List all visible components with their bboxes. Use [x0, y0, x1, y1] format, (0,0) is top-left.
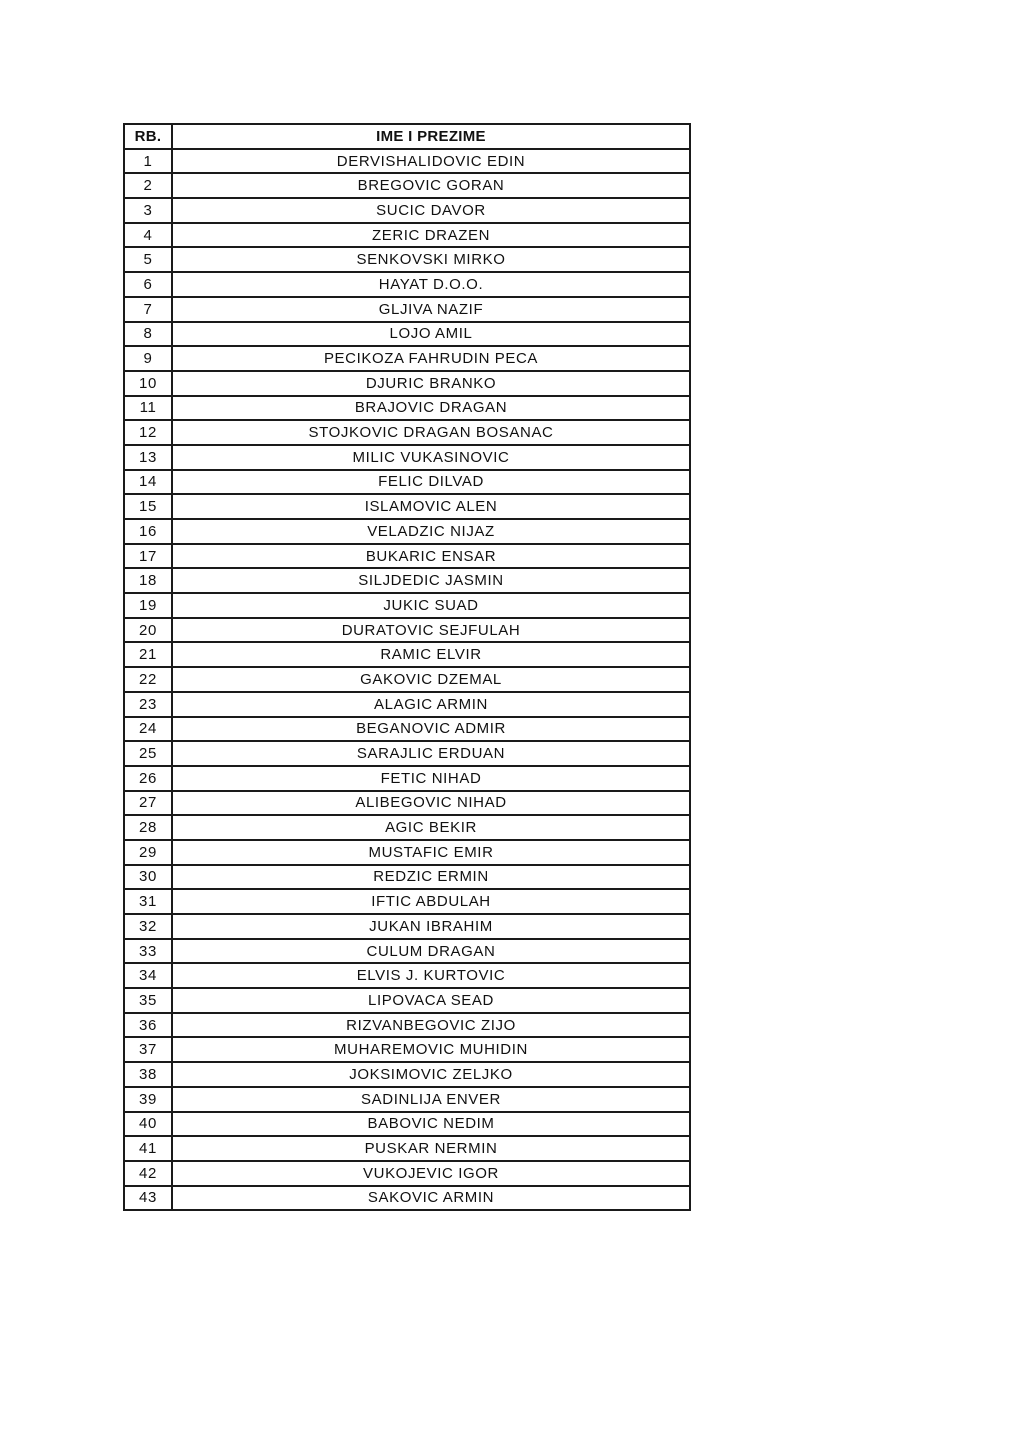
row-name: DURATOVIC SEJFULAH	[172, 618, 690, 643]
row-number: 32	[124, 914, 172, 939]
row-number: 40	[124, 1112, 172, 1137]
row-name: SENKOVSKI MIRKO	[172, 247, 690, 272]
row-number: 35	[124, 988, 172, 1013]
row-number: 29	[124, 840, 172, 865]
row-name: JUKAN IBRAHIM	[172, 914, 690, 939]
row-name: SILJDEDIC JASMIN	[172, 568, 690, 593]
row-number: 39	[124, 1087, 172, 1112]
table-row	[124, 322, 690, 347]
row-name: DERVISHALIDOVIC EDIN	[172, 149, 690, 174]
table-row	[124, 470, 690, 495]
row-number: 33	[124, 939, 172, 964]
header-name: IME I PREZIME	[172, 124, 690, 149]
table-row	[124, 865, 690, 890]
row-name: BREGOVIC GORAN	[172, 173, 690, 198]
table-row	[124, 717, 690, 742]
row-name: HAYAT D.O.O.	[172, 272, 690, 297]
row-number: 25	[124, 741, 172, 766]
table-row	[124, 939, 690, 964]
row-name: MILIC VUKASINOVIC	[172, 445, 690, 470]
table-row	[124, 815, 690, 840]
row-name: REDZIC ERMIN	[172, 865, 690, 890]
row-name: VELADZIC NIJAZ	[172, 519, 690, 544]
row-number: 10	[124, 371, 172, 396]
table-row	[124, 223, 690, 248]
table-header-row	[124, 124, 690, 149]
row-number: 26	[124, 766, 172, 791]
row-number: 24	[124, 717, 172, 742]
table-row	[124, 914, 690, 939]
row-number: 11	[124, 396, 172, 421]
table-row	[124, 198, 690, 223]
table-row	[124, 642, 690, 667]
row-number: 8	[124, 322, 172, 347]
table-row	[124, 544, 690, 569]
row-number: 14	[124, 470, 172, 495]
table-row	[124, 1037, 690, 1062]
row-name: ZERIC DRAZEN	[172, 223, 690, 248]
row-name: BRAJOVIC DRAGAN	[172, 396, 690, 421]
row-number: 5	[124, 247, 172, 272]
table-row	[124, 1186, 690, 1211]
row-name: BUKARIC ENSAR	[172, 544, 690, 569]
table-row	[124, 149, 690, 174]
table-row	[124, 741, 690, 766]
row-number: 31	[124, 889, 172, 914]
table-row	[124, 593, 690, 618]
row-name: VUKOJEVIC IGOR	[172, 1161, 690, 1186]
row-number: 36	[124, 1013, 172, 1038]
table-row	[124, 1087, 690, 1112]
row-number: 13	[124, 445, 172, 470]
table-row	[124, 420, 690, 445]
row-name: CULUM DRAGAN	[172, 939, 690, 964]
row-name: JUKIC SUAD	[172, 593, 690, 618]
row-name: FETIC NIHAD	[172, 766, 690, 791]
table-row	[124, 519, 690, 544]
table-row	[124, 889, 690, 914]
row-number: 15	[124, 494, 172, 519]
row-number: 37	[124, 1037, 172, 1062]
table-row	[124, 988, 690, 1013]
row-number: 4	[124, 223, 172, 248]
row-number: 34	[124, 963, 172, 988]
table-row	[124, 791, 690, 816]
row-name: SARAJLIC ERDUAN	[172, 741, 690, 766]
table-row	[124, 963, 690, 988]
row-name: BABOVIC NEDIM	[172, 1112, 690, 1137]
name-list-table	[123, 123, 691, 1211]
table-row	[124, 1161, 690, 1186]
row-name: AGIC BEKIR	[172, 815, 690, 840]
row-number: 9	[124, 346, 172, 371]
row-number: 19	[124, 593, 172, 618]
table-row	[124, 297, 690, 322]
table-row	[124, 272, 690, 297]
table-row	[124, 1112, 690, 1137]
row-number: 1	[124, 149, 172, 174]
document-page	[123, 123, 689, 1211]
row-number: 18	[124, 568, 172, 593]
row-name: RIZVANBEGOVIC ZIJO	[172, 1013, 690, 1038]
row-name: JOKSIMOVIC ZELJKO	[172, 1062, 690, 1087]
row-number: 30	[124, 865, 172, 890]
row-name: ELVIS J. KURTOVIC	[172, 963, 690, 988]
row-name: SAKOVIC ARMIN	[172, 1186, 690, 1211]
row-number: 21	[124, 642, 172, 667]
row-number: 16	[124, 519, 172, 544]
row-number: 42	[124, 1161, 172, 1186]
table-row	[124, 1013, 690, 1038]
row-number: 23	[124, 692, 172, 717]
row-number: 17	[124, 544, 172, 569]
row-number: 38	[124, 1062, 172, 1087]
table-row	[124, 494, 690, 519]
row-number: 12	[124, 420, 172, 445]
row-number: 2	[124, 173, 172, 198]
row-name: SADINLIJA ENVER	[172, 1087, 690, 1112]
row-number: 6	[124, 272, 172, 297]
row-name: IFTIC ABDULAH	[172, 889, 690, 914]
row-name: ALIBEGOVIC NIHAD	[172, 791, 690, 816]
table-row	[124, 1136, 690, 1161]
table-row	[124, 766, 690, 791]
row-name: ISLAMOVIC ALEN	[172, 494, 690, 519]
row-name: DJURIC BRANKO	[172, 371, 690, 396]
header-number: RB.	[124, 124, 172, 149]
row-name: RAMIC ELVIR	[172, 642, 690, 667]
row-name: FELIC DILVAD	[172, 470, 690, 495]
row-name: STOJKOVIC DRAGAN BOSANAC	[172, 420, 690, 445]
table-row	[124, 1062, 690, 1087]
table-row	[124, 692, 690, 717]
row-name: PUSKAR NERMIN	[172, 1136, 690, 1161]
table-row	[124, 568, 690, 593]
row-number: 20	[124, 618, 172, 643]
table-row	[124, 371, 690, 396]
table-row	[124, 445, 690, 470]
table-row	[124, 667, 690, 692]
row-number: 22	[124, 667, 172, 692]
table-row	[124, 618, 690, 643]
row-number: 41	[124, 1136, 172, 1161]
table-row	[124, 396, 690, 421]
row-number: 28	[124, 815, 172, 840]
row-name: BEGANOVIC ADMIR	[172, 717, 690, 742]
row-name: ALAGIC ARMIN	[172, 692, 690, 717]
row-name: PECIKOZA FAHRUDIN PECA	[172, 346, 690, 371]
row-number: 7	[124, 297, 172, 322]
table-row	[124, 247, 690, 272]
row-name: LIPOVACA SEAD	[172, 988, 690, 1013]
row-name: MUHAREMOVIC MUHIDIN	[172, 1037, 690, 1062]
table-row	[124, 840, 690, 865]
table-row	[124, 346, 690, 371]
row-number: 43	[124, 1186, 172, 1211]
row-name: GLJIVA NAZIF	[172, 297, 690, 322]
row-number: 27	[124, 791, 172, 816]
table-body	[124, 149, 690, 1211]
row-name: LOJO AMIL	[172, 322, 690, 347]
table-row	[124, 173, 690, 198]
row-number: 3	[124, 198, 172, 223]
row-name: SUCIC DAVOR	[172, 198, 690, 223]
row-name: MUSTAFIC EMIR	[172, 840, 690, 865]
row-name: GAKOVIC DZEMAL	[172, 667, 690, 692]
